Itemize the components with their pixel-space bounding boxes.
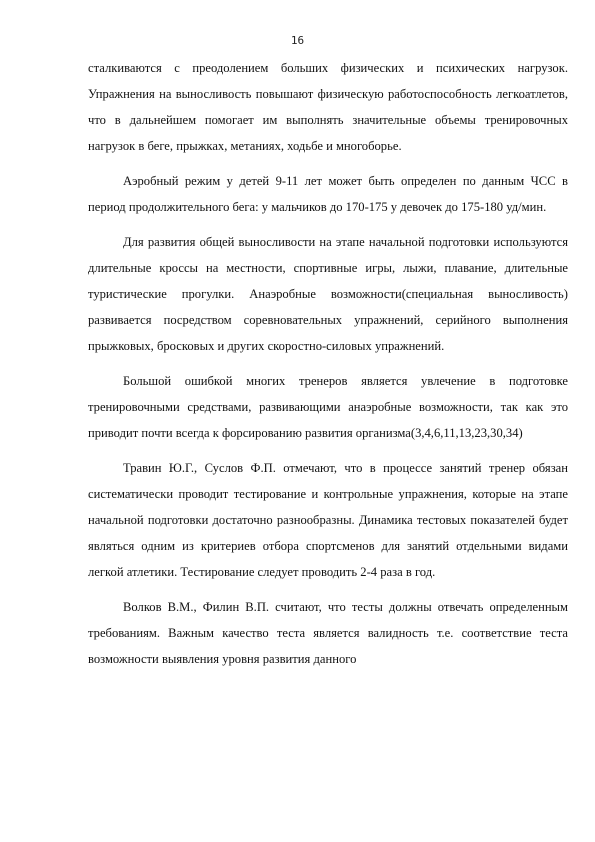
paragraph-1: сталкиваются с преодолением больших физических и психических нагрузок. Упражнения на выносливость повышают физическую работоспособность легкоатлетов, что в дальнейшем помогает им выполнять значительные объемы тренировочных нагрузок в беге, прыжках, метаниях, ходьбе и многоборье.: [88, 61, 568, 153]
paragraph-5: Травин Ю.Г., Суслов Ф.П. отмечают, что в процессе занятий тренер обязан систематически проводит тестирование и контрольные упражнения, которые на этапе начальной подготовки достаточно разнообразны. Динамика тестовых показателей будет являться одним из критериев отбора спортсменов для занятий отдельными видами легкой атлетики. Тестирование следует проводить 2-4 раза в год.: [88, 461, 568, 579]
paragraph-3: Для развития общей выносливости на этапе начальной подготовки используются длительные кроссы на местности, спортивные игры, лыжи, плавание, длительные туристические прогулки. Анаэробные возможности(специальная выносливость) развивается посредством соревновательных упражнений, серийного выполнения прыжковых, бросковых и других скоростно-силовых упражнений.: [88, 235, 568, 353]
body-text: [88, 55, 568, 672]
page-number: 16: [290, 34, 305, 47]
paragraph-4: Большой ошибкой многих тренеров является увлечение в подготовке тренировочными средствами, развивающими анаэробные возможности, так как это приводит почти всегда к форсированию развития организма(3,4,6,11,13,23,30,34): [88, 374, 568, 440]
paragraph-2: Аэробный режим у детей 9-11 лет может быть определен по данным ЧСС в период продолжительного бега: у мальчиков до 170-175 у девочек до 175-180 уд/мин.: [88, 174, 568, 214]
paragraph-6: Волков В.М., Филин В.П. считают, что тесты должны отвечать определенным требованиям. Важным качество теста является валидность т.е. соответствие теста возможности выявления уровня развития данного: [88, 600, 568, 666]
